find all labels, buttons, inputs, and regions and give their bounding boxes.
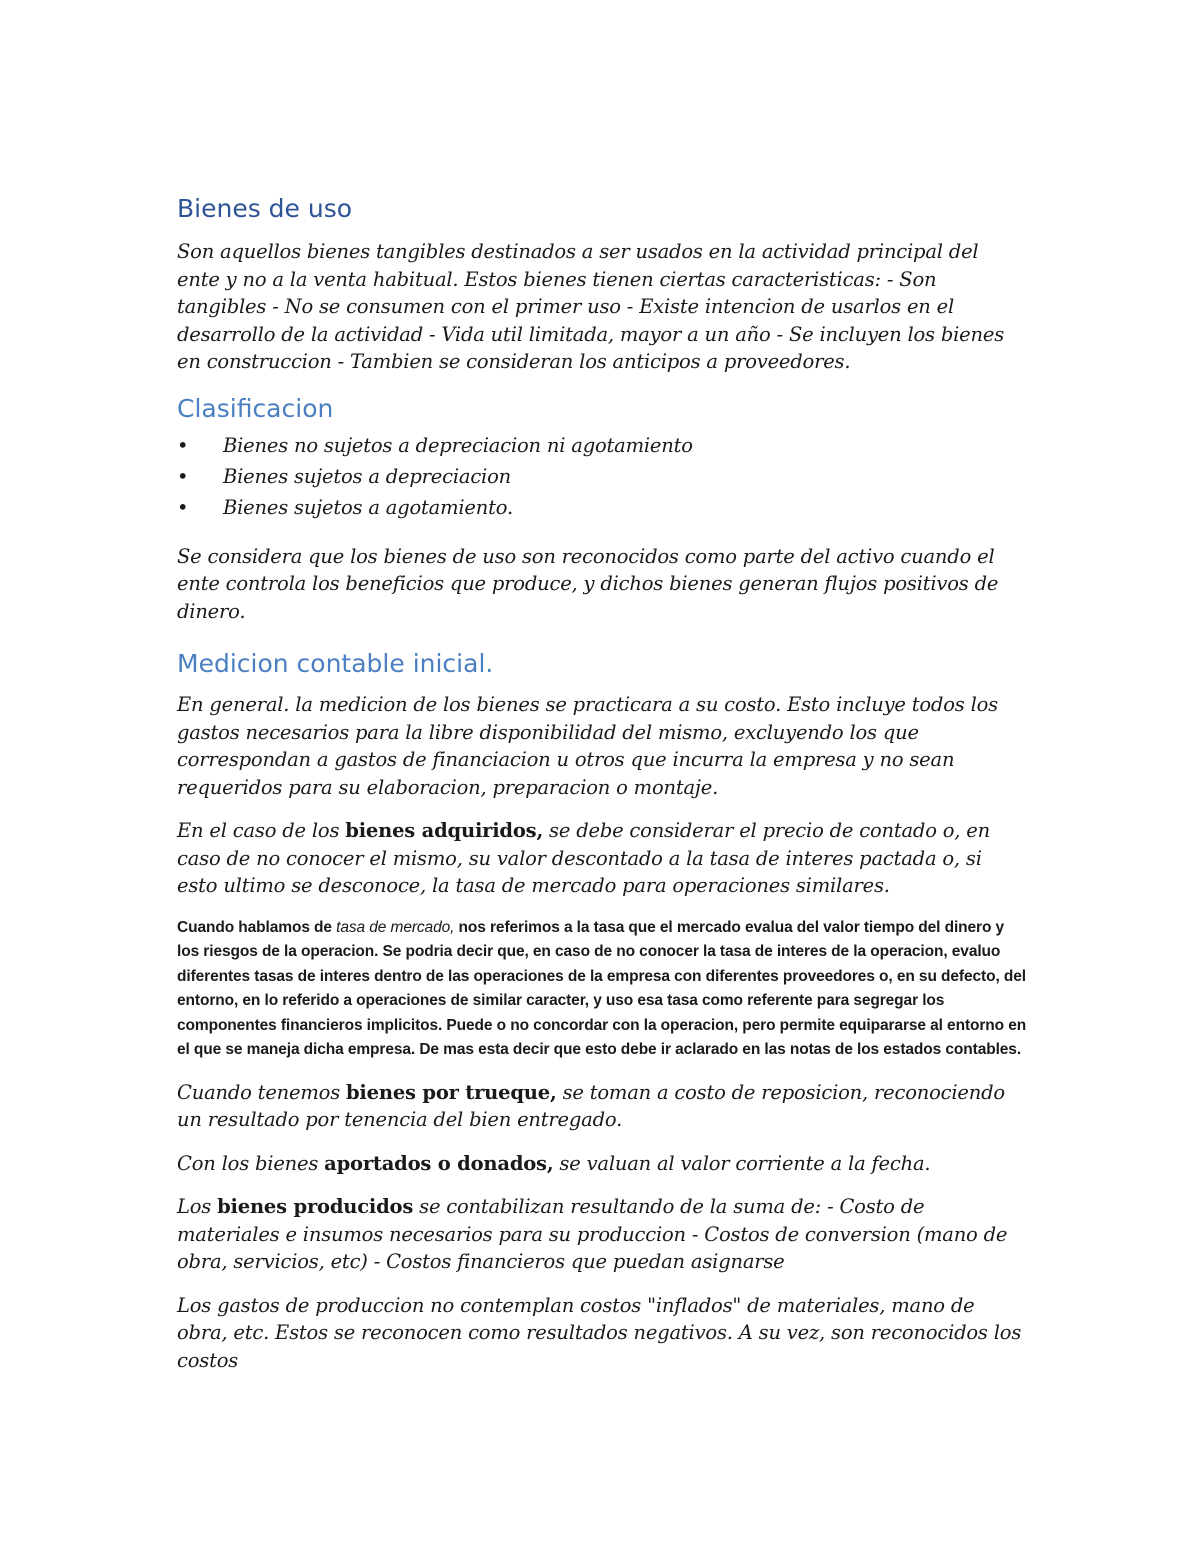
heading-medicion-contable: Medicion contable inicial. [177, 649, 494, 678]
paragraph-bienes-trueque: Cuando tenemos bienes por trueque, se toman a costo de reposicion, reconociendo un resultado por tenencia del bien entregado. [177, 1080, 1005, 1131]
heading-bienes-de-uso: Bienes de uso [177, 194, 353, 223]
paragraph-tasa-de-mercado: Cuando hablamos de tasa de mercado, nos referimos a la tasa que el mercado evalua del valor tiempo del dinero y los riesgos de la operacion. Se podria decir que, en caso de no conocer la tasa de interes de la operacion, evaluo diferentes tasas de interes dentro de las operaciones de la empresa con diferentes proveedores o, en su defecto, del entorno, en lo referido a operaciones de similar caracter, y uso esa tasa como referente para segregar los componentes financieros implicitos. Puede o no concordar con la operacion, pero permite equipararse al entorno en el que se maneja dicha empresa. De mas esta decir que esto debe ir aclarado en las notas de los estados contables. [177, 918, 1027, 1058]
paragraph-definicion: Son aquellos bienes tangibles destinados a ser usados en la actividad principal del ente y no a la venta habitual. Estos bienes tienen ciertas caracteristicas: - Son tangibles - No se consumen con el primer uso - Existe intencion de usarlos en el desarrollo de la actividad - Vida util limitada, mayor a un año - Se incluyen los bienes en construccion - Tambien se consideran los anticipos a proveedores. [177, 240, 1005, 373]
bullet-icon: • [177, 433, 189, 457]
list-item: • Bienes sujetos a depreciacion [177, 461, 1027, 492]
paragraph-bienes-producidos: Los bienes producidos se contabilizan resultando de la suma de: - Costo de materiales e insumos necesarios para su produccion - Costos de conversion (mano de obra, servicios, etc) - Costos financieros que puedan asignarse [177, 1195, 1008, 1273]
bullet-icon: • [177, 495, 189, 519]
clasificacion-list [177, 430, 1027, 523]
list-item: • Bienes sujetos a agotamiento. [177, 492, 1027, 523]
bullet-icon: • [177, 464, 189, 488]
paragraph-bienes-aportados: Con los bienes aportados o donados, se valuan al valor corriente a la fecha. [177, 1151, 931, 1175]
paragraph-gastos-produccion: Los gastos de produccion no contemplan costos "inflados" de materiales, mano de obra, etc. Estos se reconocen como resultados negativos. A su vez, son reconocidos los costos [177, 1293, 1022, 1372]
paragraph-medicion-general: En general. la medicion de los bienes se practicara a su costo. Esto incluye todos los gastos necesarios para la libre disponibilidad del mismo, excluyendo los que correspondan a gastos de financiacion u otros que incurra la empresa y no sean requeridos para su elaboracion, preparacion o montaje. [177, 693, 998, 799]
list-item: • Bienes no sujetos a depreciacion ni agotamiento [177, 430, 1027, 461]
paragraph-reconocimiento: Se considera que los bienes de uso son reconocidos como parte del activo cuando el ente controla los beneficios que produce, y dichos bienes generan flujos positivos de dinero. [177, 544, 999, 623]
document-body [177, 192, 1027, 1390]
paragraph-bienes-adquiridos: En el caso de los bienes adquiridos, se debe considerar el precio de contado o, en caso de no conocer el mismo, su valor descontado a la tasa de interes pactada o, si esto ultimo se desconoce, la tasa de mercado para operaciones similares. [177, 819, 990, 897]
heading-clasificacion: Clasificacion [177, 393, 334, 423]
